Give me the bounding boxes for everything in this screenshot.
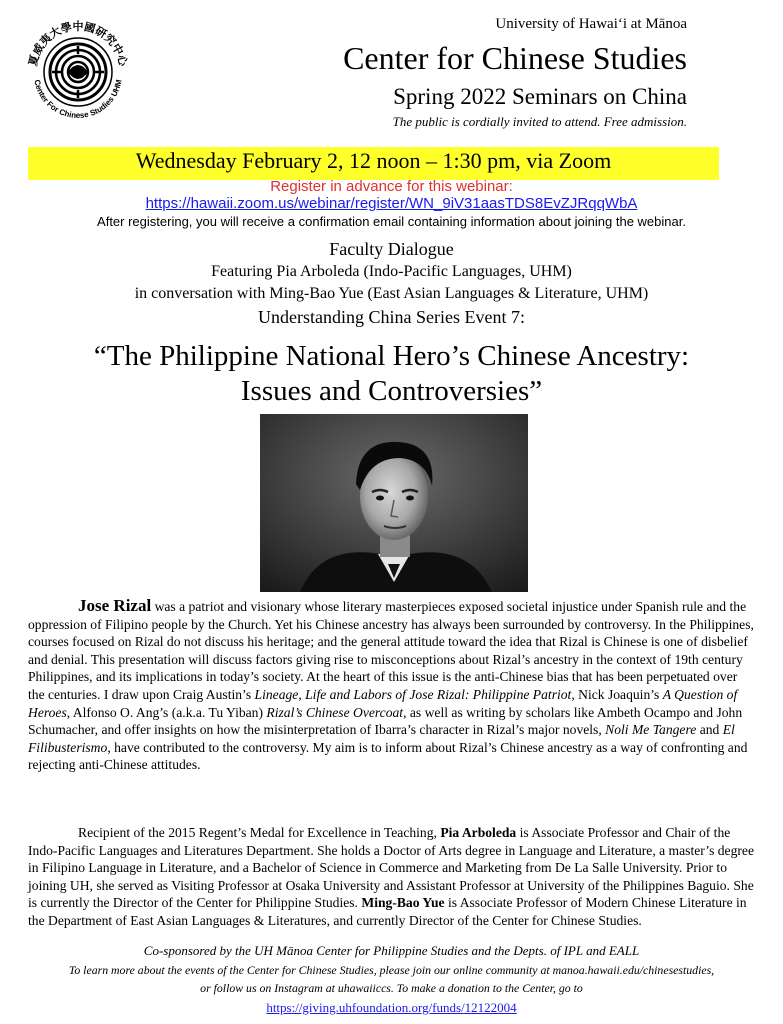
- speaker-name-arboleda: Pia Arboleda: [440, 825, 517, 840]
- abstract-text-3: , Alfonso O. Ang’s (a.k.a. Tu Yiban): [66, 704, 267, 720]
- event-weekday: Wednesday: [135, 148, 237, 173]
- abstract-text-1: was a patriot and visionary whose literary masterpieces exposed societal injustice under Spanish rule and the oppression of Filipino people by the Church. Yet his Chinese ancestry has always been surrounded by controversy. In the Philippines, courses focused on Rizal do not discuss his heritage; and the general attitude toward the idea that Rizal is Chinese is one of disbelief and denial. This presentation will discuss factors giving rise to misconceptions about Rizal’s ancestry in the context of 19th century Philippines, and its implications in today’s society. At the heart of this issue is the anti-Chinese bias that has been perpetuated over the centuries. I draw upon Craig Austin’s: [28, 599, 754, 702]
- abstract-text-2: , Nick Joaquin’s: [571, 686, 663, 702]
- register-note: Register in advance for this webinar:: [270, 178, 513, 195]
- university-name: University of Hawaiʻi at Mānoa: [495, 16, 687, 32]
- book-title-1: Lineage, Life and Labors of Jose Rizal: Philippine Patriot: [254, 686, 572, 702]
- abstract-paragraph: [28, 597, 756, 774]
- after-register-note: After registering, you will receive a confirmation email containing information about joining the webinar.: [97, 214, 686, 229]
- event-type: Faculty Dialogue: [329, 239, 454, 259]
- invitation-note: The public is cordially invited to attend. Free admission.: [392, 114, 687, 129]
- book-title-5: El Filibusterismo: [28, 722, 735, 755]
- bio-text-1: Recipient of the 2015 Regent’s Medal for Excellence in Teaching,: [78, 825, 441, 840]
- center-logo: [22, 14, 134, 126]
- abstract-text-4: , as well as writing by scholars like Ambeth Ocampo and John Schumacher, and offer insights on how the misinterpretation of Ibarra’s character in Rizal’s major novels,: [28, 704, 743, 738]
- abstract-text-6: , have contributed to the controversy. My aim is to inform about Rizal’s Chinese ancestry as a way of confronting and rejecting anti-Chinese attitudes.: [28, 739, 748, 773]
- seal-graphic: [22, 14, 134, 126]
- book-title-4: Noli Me Tangere: [605, 722, 697, 738]
- event-platform: Zoom: [558, 148, 612, 173]
- event-date: February 2: [242, 148, 339, 173]
- rizal-portrait: [260, 414, 528, 592]
- series-line: Understanding China Series Event 7:: [258, 307, 525, 327]
- instagram-line: or follow us on Instagram at uhawaiiccs. To make a donation to the Center, go to: [200, 981, 583, 995]
- learn-more-line: To learn more about the events of the Center for Chinese Studies, please join our online community at manoa.hawaii.edu/chinesestudies,: [68, 963, 715, 977]
- rizal-name: Jose Rizal: [78, 596, 152, 615]
- bio-paragraph: [28, 824, 756, 930]
- seal-text-bottom: Center For Chinese Studies UHM: [32, 78, 124, 121]
- conversation-line: in conversation with Ming-Bao Yue (East Asian Languages & Literature, UHM): [134, 285, 649, 302]
- portrait-image: [260, 414, 528, 592]
- bio-text-2: is Associate Professor and Chair of the Indo-Pacific Languages and Literatures Department. She holds a Doctor of Arts degree in Language and Literature, a master’s degree in Filipino Language in Literature, and a Bachelor of Science in Commerce and Marketing from De La Salle University. Prior to joining UH, she served as Visiting Professor at Osaka University and Assistant Professor at University of the Philippines Baguio. She is currently the Director of the Center for Philippine Studies.: [28, 825, 754, 911]
- event-date-line: [28, 148, 719, 174]
- book-title-3: Rizal’s Chinese Overcoat: [266, 704, 404, 720]
- seal-text-top: 夏威夷大學中國研究中心: [26, 20, 130, 68]
- featuring-line: Featuring Pia Arboleda (Indo-Pacific Languages, UHM): [211, 263, 572, 280]
- season-title: Spring 2022 Seminars on China: [393, 84, 687, 109]
- donation-link[interactable]: https://giving.uhfoundation.org/funds/12122004: [266, 1000, 517, 1015]
- bio-text-3: is Associate Professor of Modern Chinese Literature in the Department of East Asian Languages & Literatures, and currently Director of the Center for Chinese Studies.: [28, 895, 747, 928]
- book-title-2: A Question of Heroes: [28, 686, 738, 720]
- center-title: Center for Chinese Studies: [343, 40, 687, 76]
- zoom-registration-link[interactable]: https://hawaii.zoom.us/webinar/register/WN_9iV31aasTDS8EvZJRqqWbA: [145, 195, 638, 212]
- cosponsor-line: Co-sponsored by the UH Mānoa Center for Philippine Studies and the Depts. of IPL and EALL: [143, 943, 640, 958]
- abstract-text-5: and: [696, 722, 723, 738]
- talk-title-line2: Issues and Controversies”: [240, 375, 543, 407]
- speaker-name-yue: Ming-Bao Yue: [361, 895, 445, 911]
- talk-title-line1: “The Philippine National Hero’s Chinese Ancestry:: [93, 340, 690, 372]
- event-time: , 12 noon – 1:30 pm, via: [338, 148, 559, 173]
